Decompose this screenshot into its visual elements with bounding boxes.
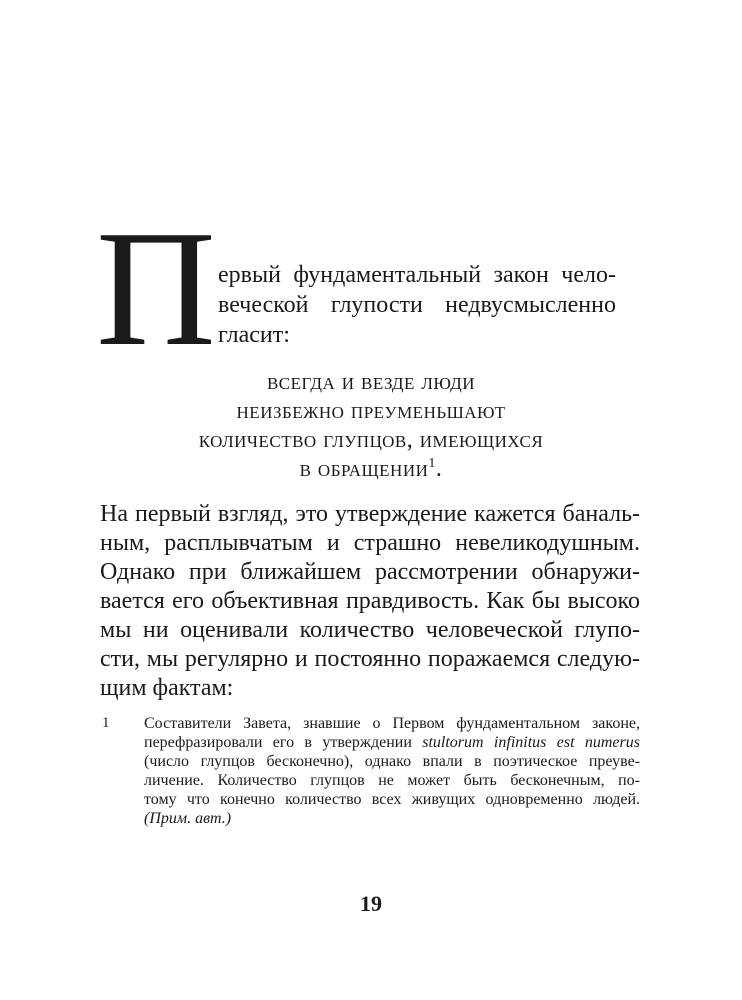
body-line: вается его объективная правдивость. Как бы высоко bbox=[100, 588, 640, 614]
page-number: 19 bbox=[360, 891, 382, 916]
footnote-text: перефразировали его в утверждении bbox=[144, 734, 423, 751]
intro-line: ервый фундаментальный закон чело- bbox=[218, 262, 616, 288]
footnote-line: Составители Завета, знавшие о Первом фундаментальном законе, bbox=[144, 715, 640, 732]
body-line: щим фактам: bbox=[100, 675, 234, 701]
footnote-number: 1 bbox=[102, 715, 110, 731]
footnote-author-note: (Прим. авт.) bbox=[144, 810, 232, 827]
footnote-reference[interactable]: 1 bbox=[428, 456, 436, 471]
body-line: сти, мы регулярно и постоянно поражаемся следую- bbox=[100, 646, 640, 672]
law-line-text: в обращении bbox=[299, 456, 429, 482]
footnote-line: (число глупцов бесконечно), однако впали в поэтическое преуве- bbox=[144, 753, 640, 770]
law-line: количество глупцов, имеющихся bbox=[198, 427, 544, 453]
body-line: мы ни оценивали количество человеческой глупо- bbox=[100, 617, 640, 643]
footnote-line: личение. Количество глупцов не может быть бесконечным, по- bbox=[144, 772, 640, 789]
law-line: неизбежно преуменьшают bbox=[236, 398, 506, 424]
drop-cap: П bbox=[96, 196, 216, 380]
intro-line: гласит: bbox=[218, 322, 290, 348]
body-line: ным, расплывчатым и страшно невеликодушным. bbox=[100, 530, 640, 556]
law-line-last bbox=[100, 455, 642, 484]
footnote-line bbox=[144, 733, 640, 752]
intro-line: веческой глупости недвусмысленно bbox=[218, 292, 616, 318]
law-line: всегда и везде люди bbox=[266, 369, 476, 395]
footnote-line bbox=[144, 809, 640, 828]
body-line: Однако при ближайшем рассмотрении обнаружи- bbox=[100, 559, 640, 585]
first-law-statement bbox=[100, 368, 642, 484]
body-line: На первый взгляд, это утверждение кажется баналь- bbox=[100, 501, 640, 527]
law-end-punct: . bbox=[435, 456, 443, 482]
footnote-latin-phrase: stultorum infinitus est numerus bbox=[422, 734, 640, 751]
footnote-line: тому что конечно количество всех живущих одновременно людей. bbox=[144, 791, 640, 808]
